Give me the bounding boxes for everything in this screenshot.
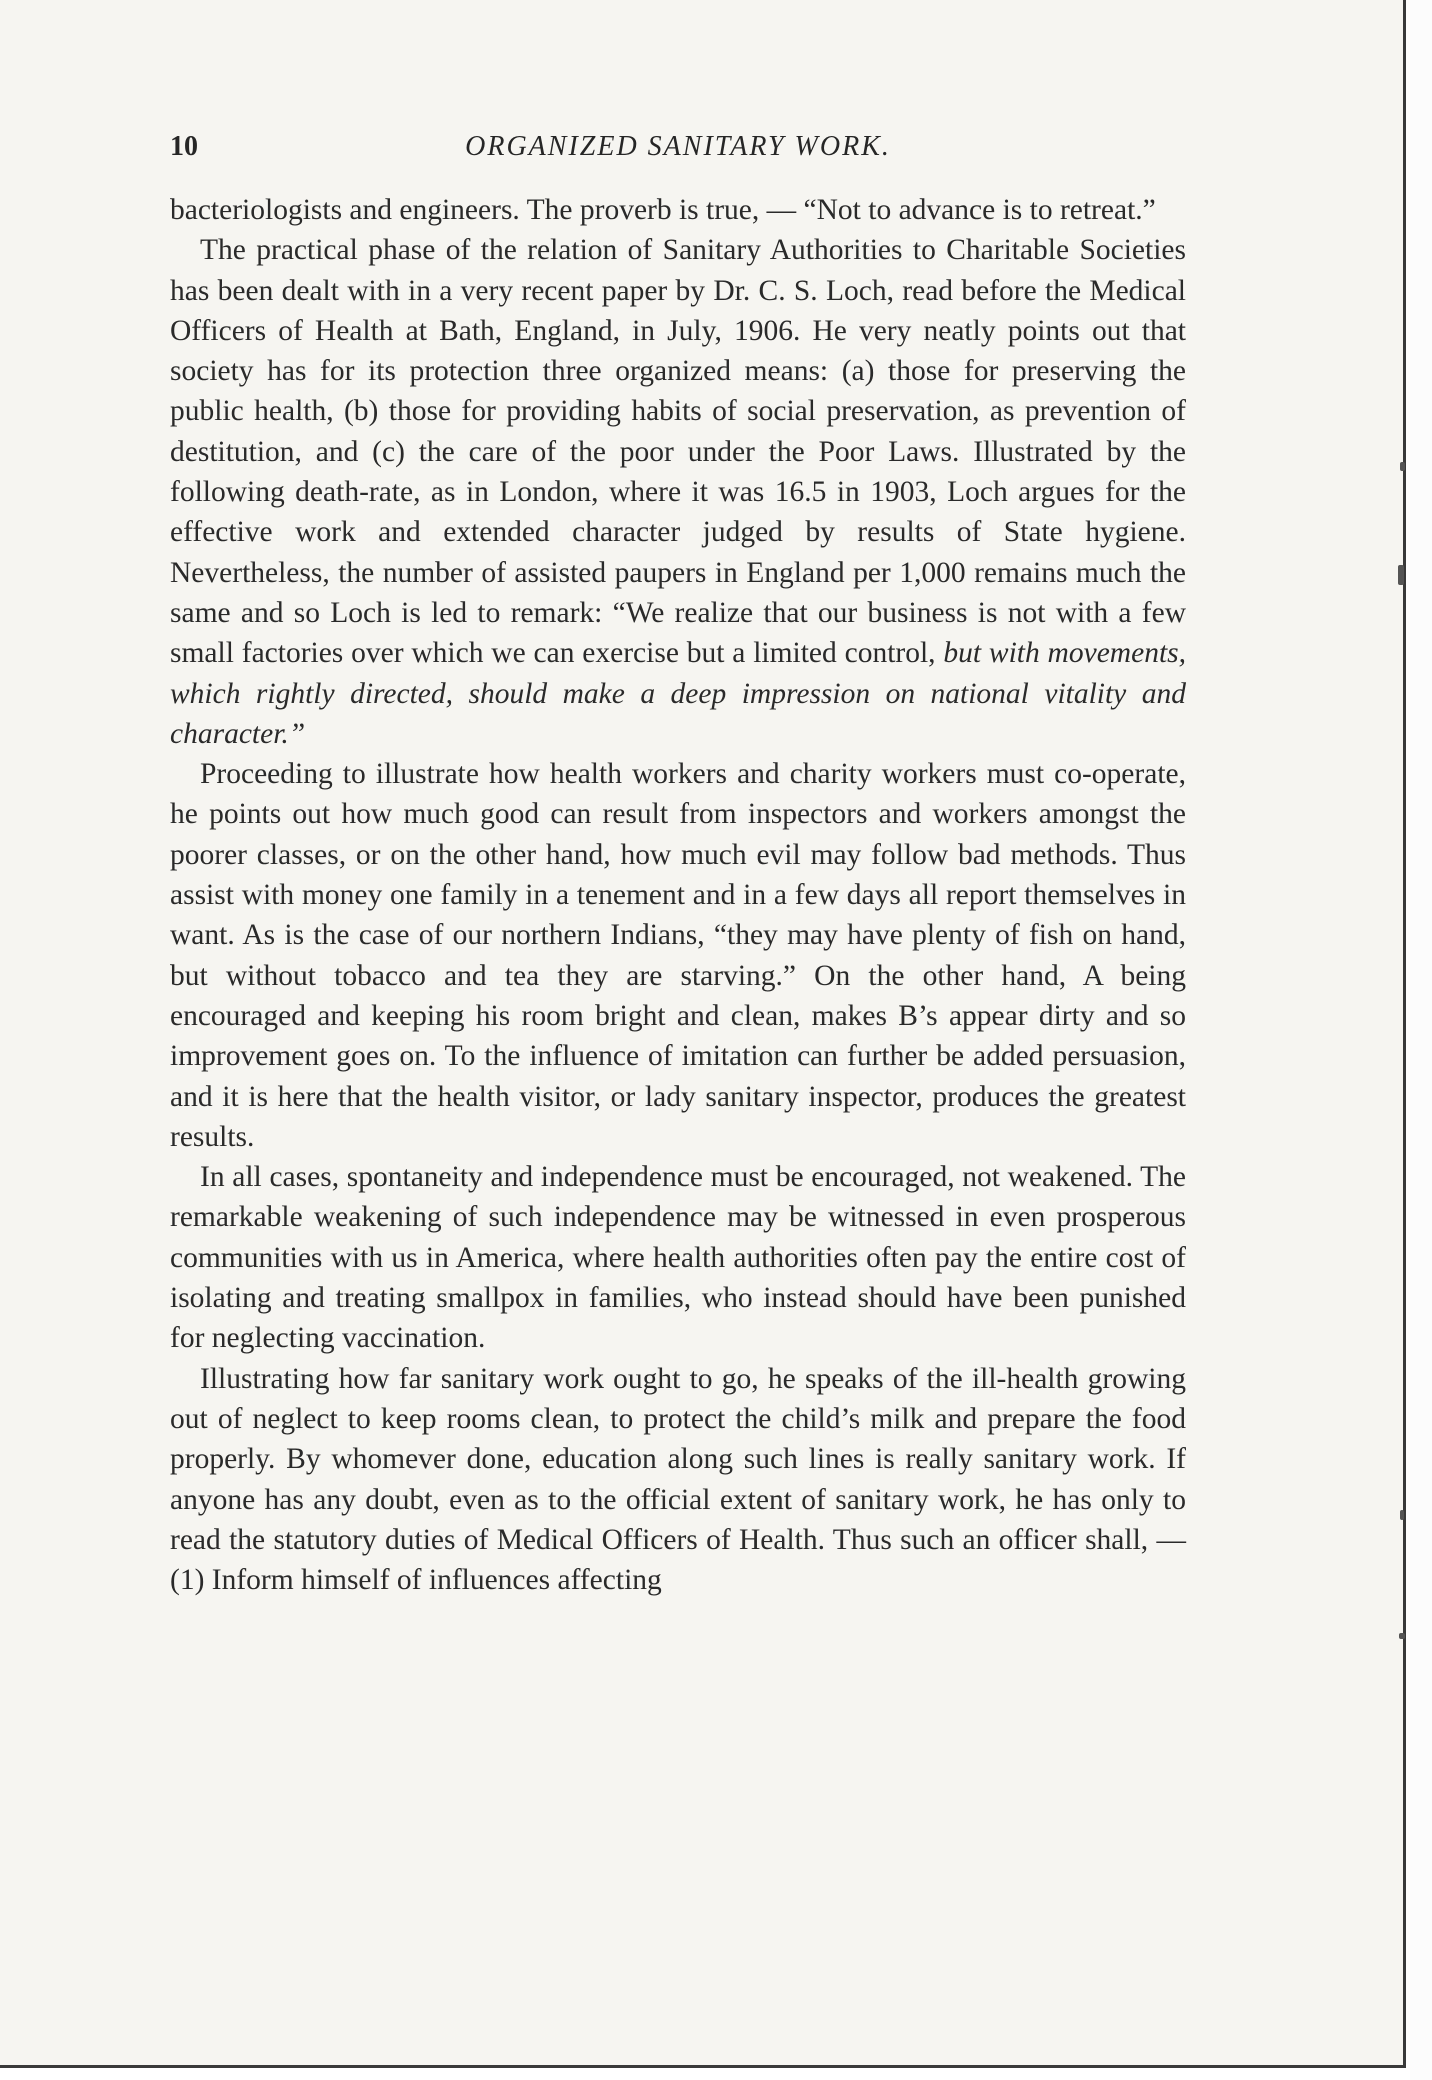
scan-speck bbox=[1398, 565, 1404, 585]
paragraph-1 bbox=[170, 190, 1186, 230]
scan-speck bbox=[1400, 1510, 1404, 1520]
paragraph-5 bbox=[170, 1359, 1186, 1601]
scan-speck bbox=[1400, 462, 1405, 471]
scan-speck bbox=[1399, 1633, 1405, 1639]
page-header bbox=[170, 122, 1186, 172]
paragraph-1-text: bacteriologists and engineers. The proverb is true, — “Not to advance is to retreat.” bbox=[170, 194, 1156, 226]
page-number: 10 bbox=[170, 131, 198, 162]
paragraph-3 bbox=[170, 754, 1186, 1157]
page-edge bbox=[1410, 0, 1432, 2080]
paragraph-2 bbox=[170, 230, 1186, 754]
paragraph-3-text: Proceeding to illustrate how health workers and charity workers must co-operate, he points out how much good can result from inspectors and workers amongst the poorer classes, or on the other hand, how much evil may follow bad methods. Thus assist with money one family in a tenement and in a few days all report themselves in want. As is the case of our northern Indians, “they may have plenty of fish on hand, but without tobacco and tea they are starving.” On the other hand, A being encouraged and keeping his room bright and clean, makes B’s appear dirty and so improvement goes on. To the influence of imitation can further be added persuasion, and it is here that the health visitor, or lady sanitary inspector, produces the greatest results. bbox=[170, 758, 1186, 1153]
paragraph-4 bbox=[170, 1157, 1186, 1358]
paragraph-5-text: Illustrating how far sanitary work ought to go, he speaks of the ill-health growing out of neglect to keep rooms clean, to protect the child’s milk and prepare the food properly. By whomever done, education along such lines is really sanitary work. If anyone has any doubt, even as to the official extent of sanitary work, he has only to read the statutory duties of Medical Officers of Health. Thus such an officer shall, — (1) Inform himself of influences affecting bbox=[170, 1362, 1186, 1597]
paragraph-2-italic-quote: but with movements, which rightly directed, should make a deep impression on national vitality and character.” bbox=[170, 637, 1186, 750]
paragraph-2-text: The practical phase of the relation of Sanitary Authorities to Charitable Societies has been dealt with in a very recent paper by Dr. C. S. Loch, read before the Medical Officers of Health at Bath, England, in July, 1906. He very neatly points out that society has for its protection three organized means: (a) those for preserving the public health, (b) those for providing habits of social preservation, as prevention of destitution, and (c) the care of the poor under the Poor Laws. Illustrated by the following death-rate, as in London, where it was 16.5 in 1903, Loch argues for the effective work and extended character judged by results of State hygiene. Nevertheless, the number of assisted paupers in England per 1,000 remains much the same and so Loch is led to remark: “We realize that our business is not with a few small factories over which we can exercise but a limited control, bbox=[170, 234, 1186, 670]
running-title: ORGANIZED SANITARY WORK. bbox=[465, 131, 891, 162]
paragraph-4-text: In all cases, spontaneity and independence must be encouraged, not weakened. The remarkable weakening of such independence may be witnessed in even prosperous communities with us in America, where health authorities often pay the entire cost of isolating and treating smallpox in families, who instead should have been punished for neglecting vaccination. bbox=[170, 1161, 1186, 1355]
body-text bbox=[170, 190, 1186, 1600]
